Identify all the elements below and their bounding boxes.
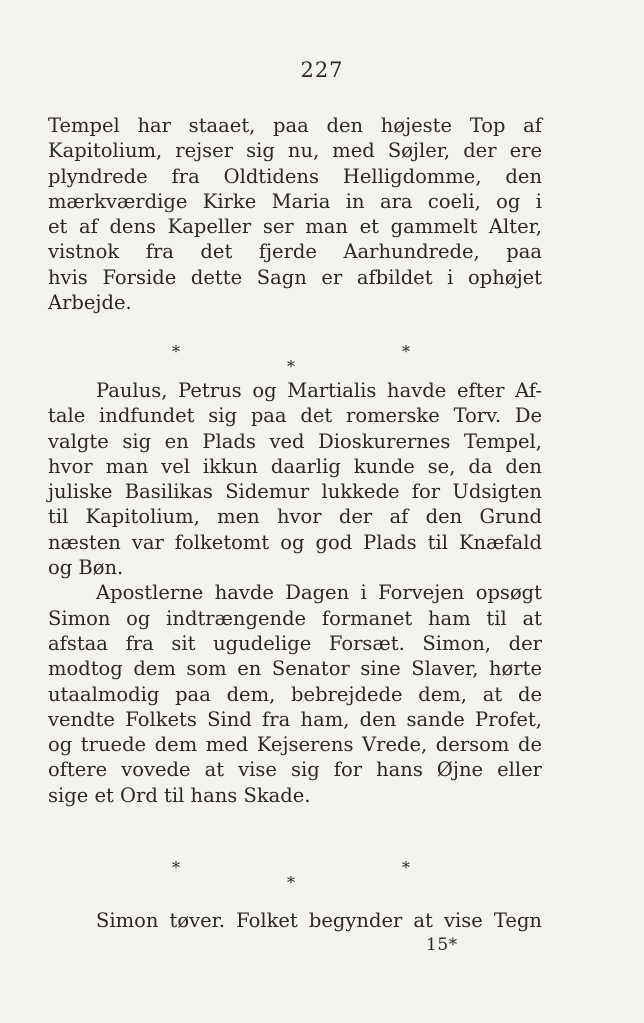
text-line: Tempel har staaet, paa den højeste Top af — [48, 114, 542, 137]
text-line: modtog dem som en Senator sine Slaver, hørte — [48, 657, 542, 681]
text-line: og Bøn. — [48, 556, 124, 580]
text-line: vistnok fra det fjerde Aarhundrede, paa — [48, 240, 542, 264]
text-line: Simon tøver. Folket begynder at vise Tegn — [96, 909, 542, 932]
page-number: 227 — [300, 58, 344, 82]
text-line: Kapitolium, rejser sig nu, med Søjler, der ere — [48, 139, 542, 163]
text-line: vendte Folkets Sind fra ham, den sande Profet, — [48, 707, 542, 731]
text-line: Paulus, Petrus og Martialis havde efter Af- — [96, 379, 542, 402]
text-line: og truede dem med Kejserens Vrede, dersom de — [48, 733, 542, 757]
paragraph-2 — [48, 378, 542, 808]
text-line: valgte sig en Plads ved Dioskurernes Tempel, — [48, 429, 542, 453]
section-separator — [0, 860, 644, 900]
text-line: sige et Ord til hans Skade. — [48, 783, 311, 807]
text-line: oftere vovede at vise sig for hans Øjne eller — [48, 758, 542, 782]
text-line: næsten var folketomt og god Plads til Knæfald — [48, 530, 542, 554]
text-line: Simon og indtrængende formanet ham til at — [48, 606, 542, 630]
asterism-star: * — [402, 342, 410, 361]
asterism-star: * — [172, 858, 180, 877]
text-line: utaalmodig paa dem, bebrejdede dem, at de — [48, 682, 542, 706]
text-line: mærkværdige Kirke Maria in ara coeli, og i — [48, 189, 542, 213]
text-line: juliske Basilikas Sidemur lukkede for Udsigten — [48, 480, 542, 504]
text-line: tale indfundet sig paa det romerske Torv. De — [48, 404, 542, 428]
text-line: hvor man vel ikkun daarlig kunde se, da den — [48, 454, 542, 478]
asterism-star: * — [172, 342, 180, 361]
asterism-star: * — [402, 858, 410, 877]
text-line: afstaa fra sit ugudelige Forsæt. Simon, der — [48, 631, 542, 655]
asterism-star: * — [287, 357, 295, 376]
signature-mark: 15* — [426, 935, 458, 955]
text-line: et af dens Kapeller ser man et gammelt Alter, — [48, 215, 542, 239]
paragraph-1 — [48, 113, 542, 315]
text-line: plyndrede fra Oldtidens Helligdomme, den — [48, 164, 542, 188]
text-line: hvis Forside dette Sagn er afbildet i ophøjet — [48, 265, 542, 289]
text-line: Apostlerne havde Dagen i Forvejen opsøgt — [96, 581, 542, 605]
text-line: Arbejde. — [48, 291, 132, 315]
text-line: til Kapitolium, men hvor der af den Grund — [48, 505, 542, 529]
asterism-star: * — [287, 873, 295, 892]
paragraph-4 — [48, 908, 542, 933]
